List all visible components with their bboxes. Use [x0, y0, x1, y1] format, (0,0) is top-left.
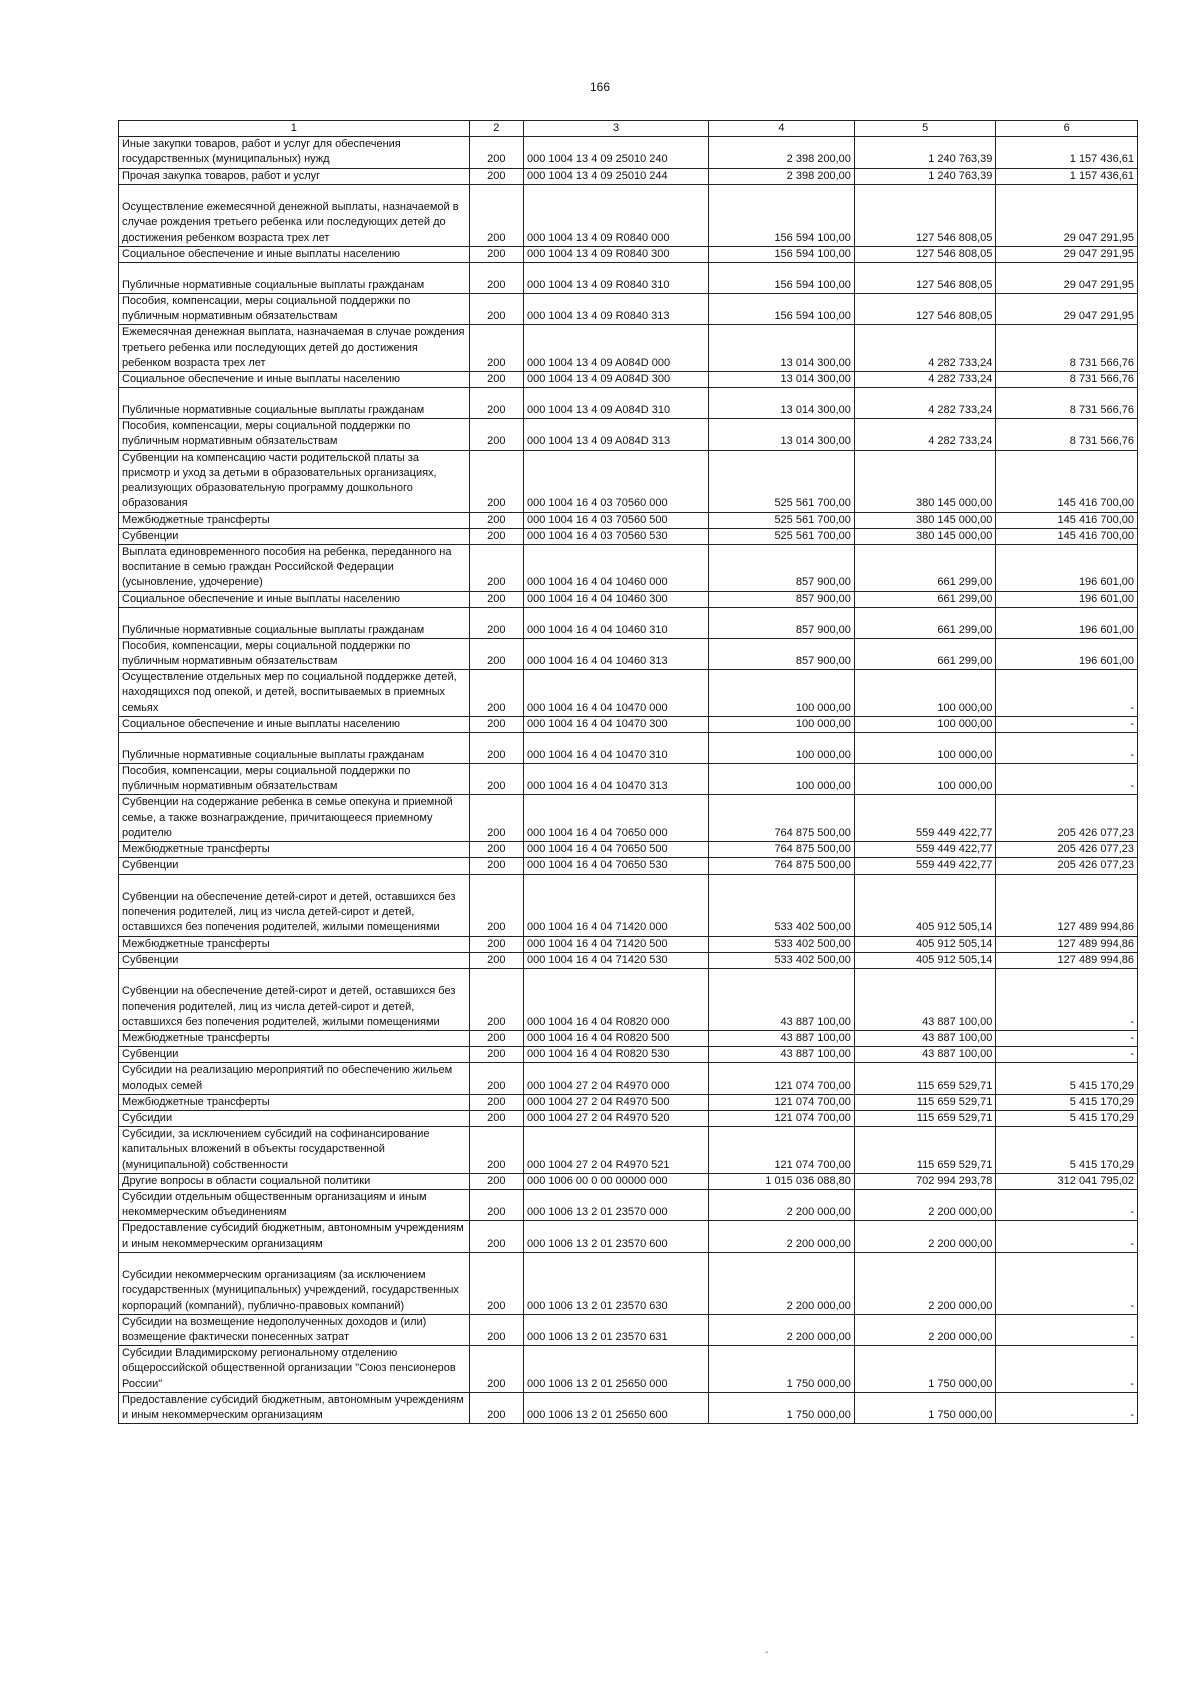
row-classifier-cell: 000 1004 16 4 03 70560 500	[523, 512, 708, 528]
row-unexecuted-cell: 5 415 170,29	[996, 1094, 1138, 1110]
row-approved-cell: 764 875 500,00	[709, 842, 855, 858]
row-unexecuted-cell: 145 416 700,00	[996, 450, 1138, 512]
row-executed-cell: 559 449 422,77	[854, 842, 996, 858]
row-executed-cell: 100 000,00	[854, 764, 996, 795]
row-code-cell: 200	[469, 419, 523, 450]
row-name-cell: Субвенции на обеспечение детей-сирот и детей, оставшихся без попечения родителей, лиц из числа детей-сирот и детей, оставшихся без попечения родителей, жилыми помещениями	[119, 874, 470, 936]
table-row	[119, 591, 1138, 607]
table-row	[119, 1392, 1138, 1423]
row-name-cell: Социальное обеспечение и иные выплаты населению	[119, 591, 470, 607]
table-row	[119, 858, 1138, 874]
row-name-cell: Предоставление субсидий бюджетным, автономным учреждениям и иным некоммерческим организациям	[119, 1392, 470, 1423]
row-approved-cell: 121 074 700,00	[709, 1063, 855, 1094]
row-classifier-cell: 000 1004 16 4 04 71420 000	[523, 874, 708, 936]
table-row	[119, 168, 1138, 184]
row-executed-cell: 1 750 000,00	[854, 1392, 996, 1423]
row-classifier-cell: 000 1004 13 4 09 A084D 313	[523, 419, 708, 450]
row-code-cell: 200	[469, 1252, 523, 1314]
row-approved-cell: 121 074 700,00	[709, 1110, 855, 1126]
row-classifier-cell: 000 1004 27 2 04 R4970 000	[523, 1063, 708, 1094]
row-classifier-cell: 000 1004 13 4 09 R0840 310	[523, 263, 708, 294]
row-unexecuted-cell: 5 415 170,29	[996, 1063, 1138, 1094]
row-unexecuted-cell: 205 426 077,23	[996, 795, 1138, 842]
row-executed-cell: 661 299,00	[854, 638, 996, 669]
row-code-cell: 200	[469, 968, 523, 1030]
row-unexecuted-cell: -	[996, 716, 1138, 732]
table-row	[119, 607, 1138, 638]
table-row	[119, 1173, 1138, 1189]
row-classifier-cell: 000 1004 16 4 04 10460 300	[523, 591, 708, 607]
row-unexecuted-cell: 145 416 700,00	[996, 528, 1138, 544]
table-row	[119, 1063, 1138, 1094]
row-approved-cell: 156 594 100,00	[709, 246, 855, 262]
row-name-cell: Субвенции на компенсацию части родительской платы за присмотр и уход за детьми в образовательных организациях, реализующих образовательную программу дошкольного образования	[119, 450, 470, 512]
row-classifier-cell: 000 1004 13 4 09 A084D 000	[523, 325, 708, 372]
row-approved-cell: 43 887 100,00	[709, 1047, 855, 1063]
row-unexecuted-cell: 205 426 077,23	[996, 858, 1138, 874]
column-header-6: 6	[996, 121, 1138, 137]
row-name-cell: Выплата единовременного пособия на ребенка, переданного на воспитание в семью граждан Российской Федерации (усыновление, удочерение)	[119, 545, 470, 592]
row-classifier-cell: 000 1006 00 0 00 00000 000	[523, 1173, 708, 1189]
row-unexecuted-cell: 196 601,00	[996, 545, 1138, 592]
row-executed-cell: 4 282 733,24	[854, 419, 996, 450]
row-executed-cell: 1 750 000,00	[854, 1346, 996, 1393]
row-classifier-cell: 000 1004 16 4 04 70650 500	[523, 842, 708, 858]
table-row	[119, 716, 1138, 732]
table-row	[119, 764, 1138, 795]
row-name-cell: Субвенции на обеспечение детей-сирот и детей, оставшихся без попечения родителей, лиц из числа детей-сирот и детей, оставшихся без попечения родителей, жилыми помещениями	[119, 968, 470, 1030]
row-executed-cell: 43 887 100,00	[854, 1047, 996, 1063]
row-unexecuted-cell: -	[996, 1314, 1138, 1345]
row-code-cell: 200	[469, 372, 523, 388]
row-name-cell: Субсидии Владимирскому региональному отделению общероссийской общественной организации "Союз пенсионеров России"	[119, 1346, 470, 1393]
row-name-cell: Пособия, компенсации, меры социальной поддержки по публичным нормативным обязательствам	[119, 419, 470, 450]
row-name-cell: Пособия, компенсации, меры социальной поддержки по публичным нормативным обязательствам	[119, 294, 470, 325]
row-name-cell: Социальное обеспечение и иные выплаты населению	[119, 246, 470, 262]
row-executed-cell: 2 200 000,00	[854, 1221, 996, 1252]
row-classifier-cell: 000 1004 13 4 09 25010 244	[523, 168, 708, 184]
row-approved-cell: 525 561 700,00	[709, 528, 855, 544]
row-unexecuted-cell: 1 157 436,61	[996, 137, 1138, 168]
row-executed-cell: 405 912 505,14	[854, 874, 996, 936]
row-name-cell: Межбюджетные трансферты	[119, 512, 470, 528]
row-approved-cell: 857 900,00	[709, 591, 855, 607]
page-number: 166	[589, 80, 611, 94]
row-classifier-cell: 000 1004 16 4 03 70560 530	[523, 528, 708, 544]
row-executed-cell: 115 659 529,71	[854, 1127, 996, 1174]
header-row	[119, 121, 1138, 137]
row-code-cell: 200	[469, 1314, 523, 1345]
row-unexecuted-cell: 5 415 170,29	[996, 1127, 1138, 1174]
row-approved-cell: 2 200 000,00	[709, 1189, 855, 1220]
row-name-cell: Субсидии некоммерческим организациям (за исключением государственных (муниципальных) учреждений, государственных корпораций (компаний), публично-правовых компаний)	[119, 1252, 470, 1314]
table-row	[119, 733, 1138, 764]
row-executed-cell: 100 000,00	[854, 733, 996, 764]
row-classifier-cell: 000 1004 27 2 04 R4970 520	[523, 1110, 708, 1126]
row-name-cell: Субсидии на возмещение недополученных доходов и (или) возмещение фактически понесенных затрат	[119, 1314, 470, 1345]
row-classifier-cell: 000 1004 16 4 04 10470 313	[523, 764, 708, 795]
row-unexecuted-cell: 8 731 566,76	[996, 419, 1138, 450]
row-classifier-cell: 000 1004 16 4 04 10470 300	[523, 716, 708, 732]
row-unexecuted-cell: -	[996, 764, 1138, 795]
row-name-cell: Субсидии, за исключением субсидий на софинансирование капитальных вложений в объекты государственной (муниципальной) собственности	[119, 1127, 470, 1174]
table-row	[119, 294, 1138, 325]
row-unexecuted-cell: -	[996, 1047, 1138, 1063]
table-row	[119, 874, 1138, 936]
row-executed-cell: 1 240 763,39	[854, 168, 996, 184]
row-classifier-cell: 000 1004 27 2 04 R4970 521	[523, 1127, 708, 1174]
row-classifier-cell: 000 1004 13 4 09 R0840 300	[523, 246, 708, 262]
table-row	[119, 1047, 1138, 1063]
table-row	[119, 528, 1138, 544]
table-row	[119, 325, 1138, 372]
row-approved-cell: 13 014 300,00	[709, 372, 855, 388]
row-unexecuted-cell: 29 047 291,95	[996, 184, 1138, 246]
row-code-cell: 200	[469, 1221, 523, 1252]
row-name-cell: Межбюджетные трансферты	[119, 1030, 470, 1046]
table-row	[119, 1221, 1138, 1252]
row-unexecuted-cell: -	[996, 1346, 1138, 1393]
row-classifier-cell: 000 1004 27 2 04 R4970 500	[523, 1094, 708, 1110]
row-unexecuted-cell: -	[996, 1030, 1138, 1046]
row-unexecuted-cell: 312 041 795,02	[996, 1173, 1138, 1189]
table-row	[119, 795, 1138, 842]
row-name-cell: Публичные нормативные социальные выплаты гражданам	[119, 388, 470, 419]
row-unexecuted-cell: 127 489 994,86	[996, 952, 1138, 968]
row-classifier-cell: 000 1006 13 2 01 23570 630	[523, 1252, 708, 1314]
row-code-cell: 200	[469, 1346, 523, 1393]
row-executed-cell: 115 659 529,71	[854, 1110, 996, 1126]
row-unexecuted-cell: 29 047 291,95	[996, 294, 1138, 325]
row-classifier-cell: 000 1004 13 4 09 25010 240	[523, 137, 708, 168]
row-name-cell: Межбюджетные трансферты	[119, 936, 470, 952]
row-approved-cell: 1 015 036 088,80	[709, 1173, 855, 1189]
table-row	[119, 1110, 1138, 1126]
row-executed-cell: 702 994 293,78	[854, 1173, 996, 1189]
row-executed-cell: 4 282 733,24	[854, 325, 996, 372]
row-code-cell: 200	[469, 246, 523, 262]
table-row	[119, 952, 1138, 968]
table-row	[119, 1030, 1138, 1046]
row-code-cell: 200	[469, 670, 523, 717]
row-classifier-cell: 000 1004 13 4 09 R0840 000	[523, 184, 708, 246]
row-name-cell: Социальное обеспечение и иные выплаты населению	[119, 716, 470, 732]
row-classifier-cell: 000 1004 16 4 04 70650 530	[523, 858, 708, 874]
row-approved-cell: 43 887 100,00	[709, 1030, 855, 1046]
row-unexecuted-cell: 29 047 291,95	[996, 263, 1138, 294]
row-name-cell: Субвенции на содержание ребенка в семье опекуна и приемной семье, а также вознаграждение, причитающееся приемному родителю	[119, 795, 470, 842]
row-classifier-cell: 000 1006 13 2 01 23570 600	[523, 1221, 708, 1252]
row-classifier-cell: 000 1004 16 4 03 70560 000	[523, 450, 708, 512]
row-name-cell: Субсидии на реализацию мероприятий по обеспечению жильем молодых семей	[119, 1063, 470, 1094]
bottom-mark: -	[765, 1647, 769, 1658]
row-code-cell: 200	[469, 716, 523, 732]
row-approved-cell: 156 594 100,00	[709, 184, 855, 246]
row-approved-cell: 156 594 100,00	[709, 294, 855, 325]
row-name-cell: Предоставление субсидий бюджетным, автономным учреждениям и иным некоммерческим организациям	[119, 1221, 470, 1252]
row-executed-cell: 127 546 808,05	[854, 184, 996, 246]
row-code-cell: 200	[469, 137, 523, 168]
row-code-cell: 200	[469, 1063, 523, 1094]
row-classifier-cell: 000 1004 13 4 09 A084D 310	[523, 388, 708, 419]
row-name-cell: Субвенции	[119, 952, 470, 968]
row-approved-cell: 100 000,00	[709, 716, 855, 732]
table-row	[119, 936, 1138, 952]
row-executed-cell: 100 000,00	[854, 670, 996, 717]
row-code-cell: 200	[469, 450, 523, 512]
row-classifier-cell: 000 1004 16 4 04 10470 000	[523, 670, 708, 717]
row-classifier-cell: 000 1004 16 4 04 10460 000	[523, 545, 708, 592]
row-executed-cell: 559 449 422,77	[854, 858, 996, 874]
row-approved-cell: 2 200 000,00	[709, 1221, 855, 1252]
table-row	[119, 1314, 1138, 1345]
row-name-cell: Социальное обеспечение и иные выплаты населению	[119, 372, 470, 388]
row-executed-cell: 115 659 529,71	[854, 1063, 996, 1094]
table-header	[119, 121, 1138, 137]
row-approved-cell: 857 900,00	[709, 607, 855, 638]
row-name-cell: Пособия, компенсации, меры социальной поддержки по публичным нормативным обязательствам	[119, 638, 470, 669]
table-body	[119, 137, 1138, 1424]
row-classifier-cell: 000 1004 16 4 04 71420 500	[523, 936, 708, 952]
table-row	[119, 1094, 1138, 1110]
row-executed-cell: 559 449 422,77	[854, 795, 996, 842]
row-approved-cell: 100 000,00	[709, 670, 855, 717]
row-code-cell: 200	[469, 388, 523, 419]
row-code-cell: 200	[469, 294, 523, 325]
row-code-cell: 200	[469, 1047, 523, 1063]
row-name-cell: Субвенции	[119, 1047, 470, 1063]
table-row	[119, 1127, 1138, 1174]
row-executed-cell: 661 299,00	[854, 545, 996, 592]
row-code-cell: 200	[469, 1094, 523, 1110]
table-row	[119, 545, 1138, 592]
row-code-cell: 200	[469, 263, 523, 294]
row-unexecuted-cell: -	[996, 733, 1138, 764]
row-unexecuted-cell: 196 601,00	[996, 607, 1138, 638]
row-classifier-cell: 000 1006 13 2 01 23570 000	[523, 1189, 708, 1220]
row-approved-cell: 525 561 700,00	[709, 512, 855, 528]
row-approved-cell: 1 750 000,00	[709, 1346, 855, 1393]
row-classifier-cell: 000 1004 16 4 04 10460 313	[523, 638, 708, 669]
row-classifier-cell: 000 1004 13 4 09 A084D 300	[523, 372, 708, 388]
row-executed-cell: 43 887 100,00	[854, 968, 996, 1030]
row-classifier-cell: 000 1004 16 4 04 10470 310	[523, 733, 708, 764]
row-unexecuted-cell: 196 601,00	[996, 591, 1138, 607]
row-code-cell: 200	[469, 512, 523, 528]
row-classifier-cell: 000 1006 13 2 01 25650 000	[523, 1346, 708, 1393]
row-executed-cell: 115 659 529,71	[854, 1094, 996, 1110]
row-code-cell: 200	[469, 764, 523, 795]
row-executed-cell: 127 546 808,05	[854, 263, 996, 294]
row-classifier-cell: 000 1006 13 2 01 25650 600	[523, 1392, 708, 1423]
column-header-3: 3	[523, 121, 708, 137]
row-code-cell: 200	[469, 184, 523, 246]
row-approved-cell: 764 875 500,00	[709, 858, 855, 874]
row-name-cell: Субсидии отдельным общественным организациям и иным некоммерческим объединениям	[119, 1189, 470, 1220]
table-row	[119, 670, 1138, 717]
row-approved-cell: 100 000,00	[709, 733, 855, 764]
row-unexecuted-cell: 1 157 436,61	[996, 168, 1138, 184]
column-header-2: 2	[469, 121, 523, 137]
table-row	[119, 184, 1138, 246]
row-name-cell: Публичные нормативные социальные выплаты гражданам	[119, 607, 470, 638]
row-executed-cell: 4 282 733,24	[854, 372, 996, 388]
row-unexecuted-cell: -	[996, 1252, 1138, 1314]
row-executed-cell: 661 299,00	[854, 607, 996, 638]
row-approved-cell: 533 402 500,00	[709, 936, 855, 952]
table-row	[119, 419, 1138, 450]
row-unexecuted-cell: 8 731 566,76	[996, 372, 1138, 388]
row-unexecuted-cell: 29 047 291,95	[996, 246, 1138, 262]
row-approved-cell: 525 561 700,00	[709, 450, 855, 512]
row-approved-cell: 13 014 300,00	[709, 419, 855, 450]
row-unexecuted-cell: 127 489 994,86	[996, 936, 1138, 952]
row-executed-cell: 2 200 000,00	[854, 1189, 996, 1220]
row-code-cell: 200	[469, 1127, 523, 1174]
row-approved-cell: 13 014 300,00	[709, 325, 855, 372]
row-unexecuted-cell: 196 601,00	[996, 638, 1138, 669]
column-header-5: 5	[854, 121, 996, 137]
row-unexecuted-cell: -	[996, 1221, 1138, 1252]
row-code-cell: 200	[469, 858, 523, 874]
table-row	[119, 1252, 1138, 1314]
row-code-cell: 200	[469, 1030, 523, 1046]
row-executed-cell: 43 887 100,00	[854, 1030, 996, 1046]
row-code-cell: 200	[469, 325, 523, 372]
table-row	[119, 638, 1138, 669]
row-approved-cell: 857 900,00	[709, 638, 855, 669]
row-name-cell: Пособия, компенсации, меры социальной поддержки по публичным нормативным обязательствам	[119, 764, 470, 795]
row-executed-cell: 127 546 808,05	[854, 246, 996, 262]
row-classifier-cell: 000 1004 16 4 04 R0820 500	[523, 1030, 708, 1046]
row-code-cell: 200	[469, 638, 523, 669]
row-approved-cell: 2 200 000,00	[709, 1252, 855, 1314]
row-approved-cell: 1 750 000,00	[709, 1392, 855, 1423]
row-approved-cell: 2 398 200,00	[709, 168, 855, 184]
row-code-cell: 200	[469, 1110, 523, 1126]
row-unexecuted-cell: 205 426 077,23	[996, 842, 1138, 858]
row-executed-cell: 405 912 505,14	[854, 936, 996, 952]
row-name-cell: Субвенции	[119, 528, 470, 544]
row-code-cell: 200	[469, 936, 523, 952]
row-code-cell: 200	[469, 952, 523, 968]
row-code-cell: 200	[469, 607, 523, 638]
row-classifier-cell: 000 1004 16 4 04 71420 530	[523, 952, 708, 968]
row-approved-cell: 156 594 100,00	[709, 263, 855, 294]
row-approved-cell: 121 074 700,00	[709, 1127, 855, 1174]
row-executed-cell: 380 145 000,00	[854, 450, 996, 512]
row-code-cell: 200	[469, 874, 523, 936]
row-executed-cell: 2 200 000,00	[854, 1252, 996, 1314]
row-approved-cell: 533 402 500,00	[709, 952, 855, 968]
row-code-cell: 200	[469, 795, 523, 842]
column-header-4: 4	[709, 121, 855, 137]
table-row	[119, 372, 1138, 388]
row-classifier-cell: 000 1006 13 2 01 23570 631	[523, 1314, 708, 1345]
row-classifier-cell: 000 1004 16 4 04 70650 000	[523, 795, 708, 842]
row-code-cell: 200	[469, 545, 523, 592]
table-row	[119, 137, 1138, 168]
row-executed-cell: 405 912 505,14	[854, 952, 996, 968]
row-code-cell: 200	[469, 168, 523, 184]
column-header-1: 1	[119, 121, 470, 137]
row-code-cell: 200	[469, 1392, 523, 1423]
row-unexecuted-cell: 8 731 566,76	[996, 325, 1138, 372]
row-classifier-cell: 000 1004 16 4 04 R0820 530	[523, 1047, 708, 1063]
row-name-cell: Межбюджетные трансферты	[119, 1094, 470, 1110]
row-executed-cell: 2 200 000,00	[854, 1314, 996, 1345]
table-row	[119, 1346, 1138, 1393]
row-name-cell: Осуществление ежемесячной денежной выплаты, назначаемой в случае рождения третьего ребенка или последующих детей до достижения ребенком возраста трех лет	[119, 184, 470, 246]
row-approved-cell: 100 000,00	[709, 764, 855, 795]
row-classifier-cell: 000 1004 16 4 04 10460 310	[523, 607, 708, 638]
row-name-cell: Публичные нормативные социальные выплаты гражданам	[119, 733, 470, 764]
row-unexecuted-cell: -	[996, 968, 1138, 1030]
row-code-cell: 200	[469, 1173, 523, 1189]
row-name-cell: Ежемесячная денежная выплата, назначаемая в случае рождения третьего ребенка или последующих детей до достижения ребенком возраста трех лет	[119, 325, 470, 372]
table-row	[119, 1189, 1138, 1220]
row-executed-cell: 4 282 733,24	[854, 388, 996, 419]
row-approved-cell: 533 402 500,00	[709, 874, 855, 936]
row-classifier-cell: 000 1004 16 4 04 R0820 000	[523, 968, 708, 1030]
row-approved-cell: 121 074 700,00	[709, 1094, 855, 1110]
row-code-cell: 200	[469, 1189, 523, 1220]
row-approved-cell: 764 875 500,00	[709, 795, 855, 842]
row-name-cell: Межбюджетные трансферты	[119, 842, 470, 858]
row-approved-cell: 857 900,00	[709, 545, 855, 592]
row-executed-cell: 661 299,00	[854, 591, 996, 607]
row-classifier-cell: 000 1004 13 4 09 R0840 313	[523, 294, 708, 325]
row-unexecuted-cell: 145 416 700,00	[996, 512, 1138, 528]
row-unexecuted-cell: -	[996, 1392, 1138, 1423]
table-row	[119, 968, 1138, 1030]
table-row	[119, 246, 1138, 262]
table-row	[119, 842, 1138, 858]
row-unexecuted-cell: 5 415 170,29	[996, 1110, 1138, 1126]
table-row	[119, 263, 1138, 294]
row-unexecuted-cell: -	[996, 1189, 1138, 1220]
table-row	[119, 512, 1138, 528]
row-name-cell: Публичные нормативные социальные выплаты гражданам	[119, 263, 470, 294]
row-code-cell: 200	[469, 591, 523, 607]
budget-table	[118, 120, 1138, 1424]
row-code-cell: 200	[469, 842, 523, 858]
table-row	[119, 450, 1138, 512]
row-unexecuted-cell: 127 489 994,86	[996, 874, 1138, 936]
row-approved-cell: 2 398 200,00	[709, 137, 855, 168]
table-row	[119, 388, 1138, 419]
row-name-cell: Осуществление отдельных мер по социальной поддержке детей, находящихся под опекой, и детей, воспитываемых в приемных семьях	[119, 670, 470, 717]
row-code-cell: 200	[469, 733, 523, 764]
row-unexecuted-cell: 8 731 566,76	[996, 388, 1138, 419]
row-executed-cell: 100 000,00	[854, 716, 996, 732]
row-unexecuted-cell: -	[996, 670, 1138, 717]
row-approved-cell: 2 200 000,00	[709, 1314, 855, 1345]
row-name-cell: Иные закупки товаров, работ и услуг для обеспечения государственных (муниципальных) нужд	[119, 137, 470, 168]
row-approved-cell: 13 014 300,00	[709, 388, 855, 419]
row-executed-cell: 380 145 000,00	[854, 512, 996, 528]
row-code-cell: 200	[469, 528, 523, 544]
row-executed-cell: 1 240 763,39	[854, 137, 996, 168]
row-name-cell: Субвенции	[119, 858, 470, 874]
row-name-cell: Прочая закупка товаров, работ и услуг	[119, 168, 470, 184]
row-name-cell: Другие вопросы в области социальной политики	[119, 1173, 470, 1189]
row-approved-cell: 43 887 100,00	[709, 968, 855, 1030]
row-name-cell: Субсидии	[119, 1110, 470, 1126]
row-executed-cell: 127 546 808,05	[854, 294, 996, 325]
row-executed-cell: 380 145 000,00	[854, 528, 996, 544]
